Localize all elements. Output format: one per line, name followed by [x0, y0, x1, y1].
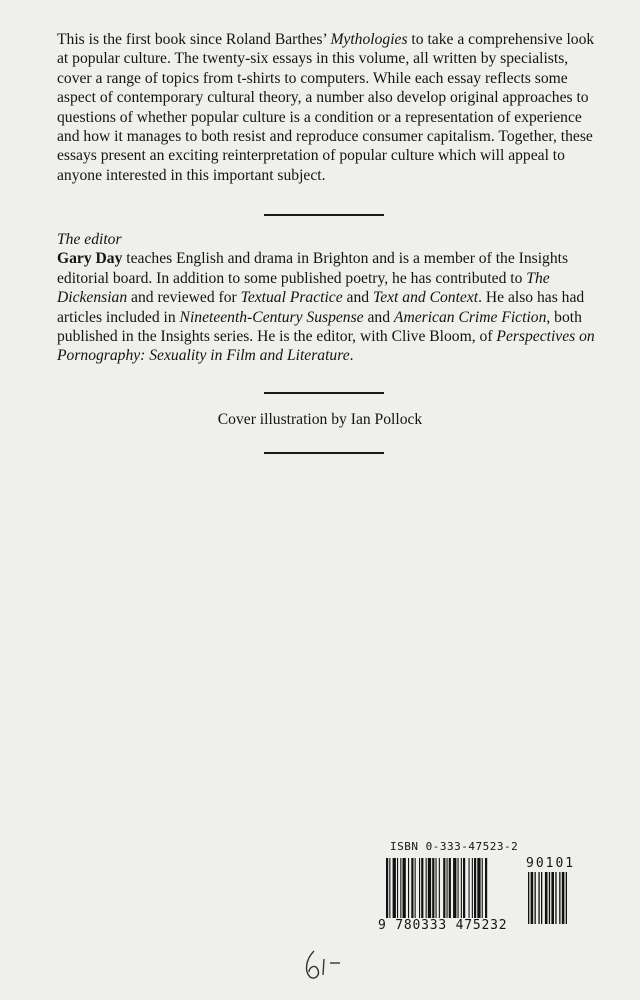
barcode-addon-digits: 90101 [526, 856, 576, 871]
editor-text: , both published in the Insights series. He is the editor, with Clive Bloom, of [57, 308, 582, 346]
editor-title: Nineteenth-Century Suspense [179, 308, 364, 326]
editor-title: Perspectives on Pornography: Sexuality in Film and Literature [57, 328, 595, 365]
editor-text: and reviewed for [127, 289, 241, 307]
editor-title: Textual Practice [240, 289, 343, 307]
cover-credit: Cover illustration by Ian Pollock [217, 411, 423, 428]
isbn-text: ISBN 0-333-47523-2 [390, 840, 519, 853]
editor-title: American Crime Fiction [393, 308, 547, 326]
divider-rule-2 [264, 392, 384, 394]
blurb-text-1: This is the first book since Roland Barthes’ [57, 31, 331, 48]
editor-text: . He also has had articles included in [57, 289, 585, 326]
editor-text: and [363, 308, 394, 326]
editor-text: teaches English and drama in Brighton and is a member of the Insights editorial board. In addition to some published poetry, he has contributed to [57, 250, 569, 287]
editor-section [57, 230, 602, 366]
editor-text: . [349, 347, 354, 365]
editor-name: Gary Day [57, 250, 123, 268]
barcode-main-digits: 9 780333 475232 [378, 918, 508, 933]
divider-rule-1 [264, 214, 384, 216]
editor-text: and [342, 289, 373, 307]
blurb-text-2: to take a comprehensive look at popular culture. The twenty-six essays in this volume, all written by specialists, cover a range of topics from t-shirts to computers. While each essay reflects some aspect of contemporary cultural theory, a number also develop original approaches to questions of whether popular culture is a condition or a representation of experience and how it manages to both resist and reproduce consumer capitalism. Together, these essays present an exciting reinterpretation of popular culture which will appeal to anyone interested in this important subject. [57, 31, 595, 184]
blurb-paragraph [57, 30, 597, 185]
blurb-title-mythologies: Mythologies [330, 31, 408, 48]
editor-title: Text and Context [372, 289, 479, 307]
editor-title: The Dickensian [57, 269, 550, 307]
handwritten-price-mark [300, 945, 350, 985]
divider-rule-3 [264, 452, 384, 454]
isbn-barcode [378, 840, 598, 940]
editor-heading: The editor [57, 231, 122, 248]
